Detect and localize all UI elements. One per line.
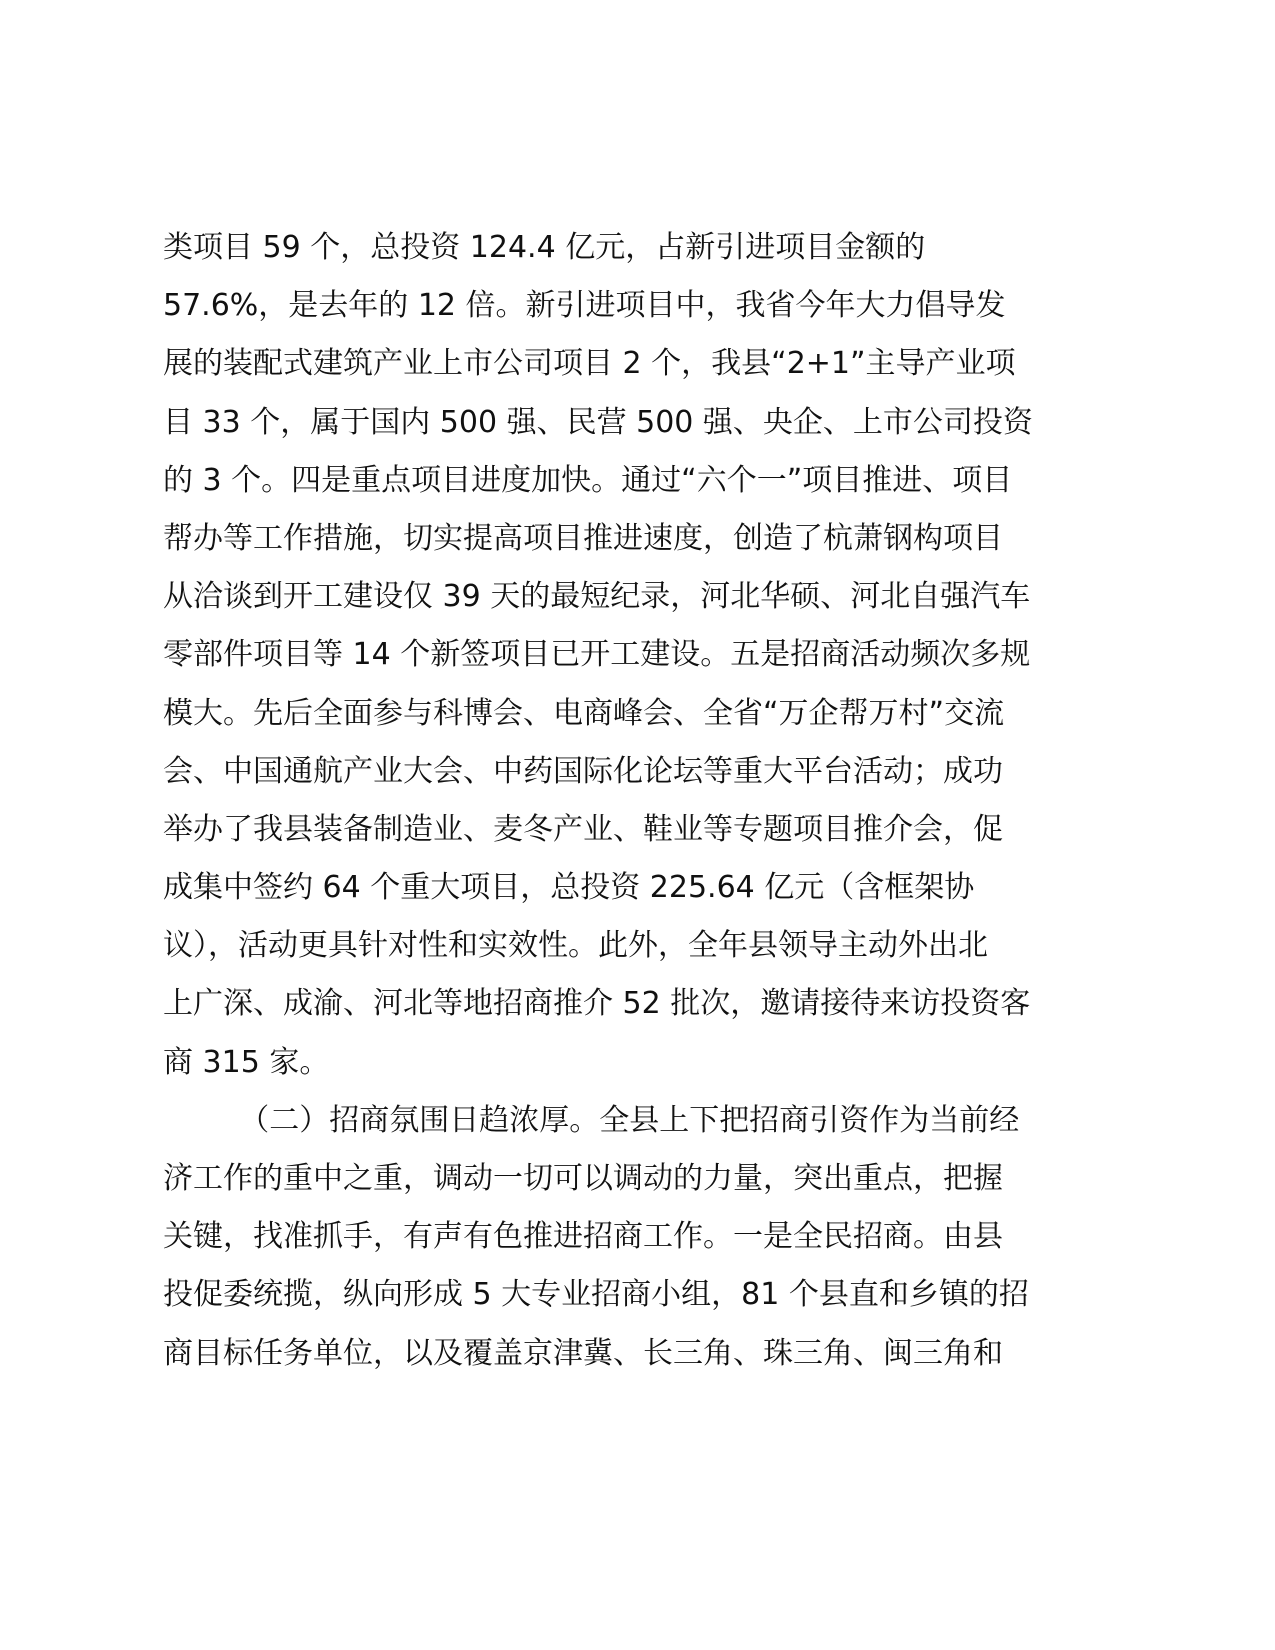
text-line: 成集中签约 64 个重大项目，总投资 225.64 亿元（含框架协 bbox=[163, 870, 975, 906]
text-line: 从洽谈到开工建设仅 39 天的最短纪录，河北华硕、河北自强汽车 bbox=[163, 579, 1031, 615]
text-line: 济工作的重中之重，调动一切可以调动的力量，突出重点，把握 bbox=[163, 1161, 1003, 1196]
section-heading-line: （二）招商氛围日趋浓厚。全县上下把招商引资作为当前经 bbox=[163, 1102, 1020, 1138]
text-line: 类项目 59 个，总投资 124.4 亿元，占新引进项目金额的 bbox=[163, 230, 926, 265]
text-line: 的 3 个。四是重点项目进度加快。通过“六个一”项目推进、项目 bbox=[163, 462, 1013, 498]
text-line: 投促委统揽，纵向形成 5 大专业招商小组，81 个县直和乡镇的招 bbox=[163, 1277, 1029, 1313]
text-line: 模大。先后全面参与科博会、电商峰会、全省“万企帮万村”交流 bbox=[163, 695, 1005, 731]
text-line: 关键，找准抓手，有声有色推进招商工作。一是全民招商。由县 bbox=[163, 1219, 1003, 1255]
text-line: 目 33 个，属于国内 500 强、民营 500 强、央企、上市公司投资 bbox=[163, 404, 1033, 440]
text-line: 商 315 家。 bbox=[163, 1044, 330, 1080]
text-line: 议），活动更具针对性和实效性。此外，全年县领导主动外出北 bbox=[163, 928, 988, 964]
text-line: 57.6%，是去年的 12 倍。新引进项目中，我省今年大力倡导发 bbox=[163, 288, 1006, 324]
body-text bbox=[163, 223, 1123, 1387]
text-line: 展的装配式建筑产业上市公司项目 2 个，我县“2+1”主导产业项 bbox=[163, 346, 1016, 382]
text-line: 上广深、成渝、河北等地招商推介 52 批次，邀请接待来访投资客 bbox=[163, 986, 1031, 1022]
text-line: 会、中国通航产业大会、中药国际化论坛等重大平台活动；成功 bbox=[163, 753, 1003, 789]
text-line: 帮办等工作措施，切实提高项目推进速度，创造了杭萧钢构项目 bbox=[163, 520, 1003, 556]
text-line: 零部件项目等 14 个新签项目已开工建设。五是招商活动频次多规 bbox=[163, 637, 1031, 673]
text-line: 举办了我县装备制造业、麦冬产业、鞋业等专题项目推介会，促 bbox=[163, 811, 1003, 847]
text-line: 商目标任务单位，以及覆盖京津冀、长三角、珠三角、闽三角和 bbox=[163, 1335, 1003, 1371]
